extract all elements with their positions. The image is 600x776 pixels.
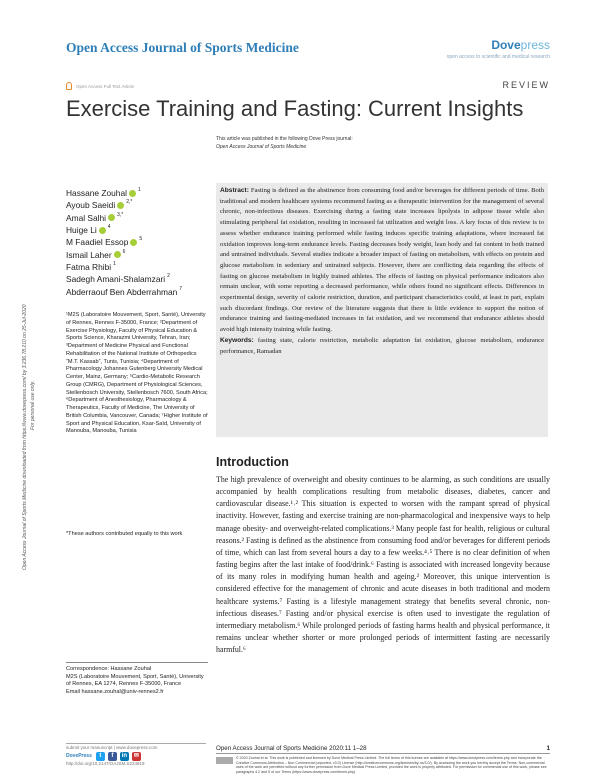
author-item — [66, 285, 206, 297]
oa-label-text: Open Access Full Text Article — [76, 83, 134, 89]
abstract-box — [216, 183, 548, 437]
author-item — [66, 273, 206, 285]
correspondence-address: M2S (Laboratoire Mouvement, Sport, Santé), University of Rennes, EA 1274, Rennes F-35000, France — [66, 673, 204, 687]
author-name: M Faadiel Essop — [66, 237, 129, 248]
author-affiliation-mark: 2 — [167, 273, 170, 280]
download-note: Open Access Journal of Sports Medicine downloaded from https://www.dovepress.com/ by 3.236.78.210 on 25-Jul-2020 — [22, 304, 28, 570]
download-sidebar — [22, 130, 36, 570]
facebook-icon[interactable]: f — [108, 752, 117, 761]
personal-use-note: For personal use only. — [30, 380, 36, 430]
author-name: Amal Salhi — [66, 212, 107, 223]
doi-link[interactable]: http://doi.org/10.2147/OAJSM.S224919 — [66, 760, 145, 766]
author-affiliation-mark: 5 — [139, 236, 143, 243]
pub-note-journal[interactable]: Open Access Journal of Sports Medicine — [216, 144, 307, 150]
author-name: Fatma Rhibi — [66, 261, 112, 272]
author-affiliation-mark: 6 — [122, 248, 126, 255]
author-affiliation-mark: 1 — [113, 260, 116, 267]
author-affiliation-mark: 2,* — [126, 199, 133, 206]
license-text: © 2020 Zouhal et al. This work is published and licensed by Dove Medical Press Limited. The full terms of this license are available at https://www.dovepress.com/terms.php and incorporate the Creative Commons Attribution – Non Commercial (unported, v3.0) License (http://creativecommons.org/licenses/by-nc/3.0/). By accessing the work you hereby accept the Terms. Non-commercial uses of the work are permitted without any further permission from Dove Medical Press Limited, provided the work is properly attributed. For permission for commercial use of this work, please see paragraphs 4.2 and 5 of our Terms (https://www.dovepress.com/terms.php). — [236, 756, 547, 775]
correspondence-name: Correspondence: Hassane Zouhal — [66, 666, 152, 672]
author-affiliation-mark: 1 — [138, 187, 141, 194]
author-name: Ayoub Saeidi — [66, 200, 116, 211]
author-name: Huige Li — [66, 225, 97, 236]
author-item — [66, 261, 206, 273]
twitter-icon[interactable]: t — [96, 752, 105, 761]
author-item — [66, 187, 206, 199]
introduction-text: The high prevalence of overweight and obesity continues to be alarming, as such conditions are usually accompanied by health complications resulting from metabolic diseases, diabetes, cancer and cardiovascular disease.¹˒² This situation is expected to worsen with the rampant spread of physical inactivity. However, fasting and exercise training are non-pharmacological and inexpensive ways to help manage obesity- and overweight-related complications.³ Many people fast for health, religious or cultural reasons.² Fasting is defined as the abstinence from consuming food and/or beverages for different periods of time, which can last from several hours a day to a few weeks.⁴˒⁵ There is no clear definition of when fasting begins after the last intake of food/drink.⁶ Fasting is associated with increased longevity because of its many roles in modifying human health and ageing.² Moreover, this unique intervention is considered effective for the management of chronic and acute diseases in both traditional and modern healthcare systems.⁷ Fasting is a lifestyle management strategy that benefits several chronic, non-infectious diseases.⁷ Fasting and/or physical exercise is often used to investigate the regulation of intermediary metabolism.⁶ While prolonged periods of fasting harms health and physical performance, it remains unclear whether shorter or more prolonged periods of intermittent fasting are necessarily harmful.⁶ — [216, 475, 550, 655]
orcid-icon[interactable] — [130, 239, 137, 246]
open-access-lock-icon — [66, 82, 72, 90]
author-name: Abderraouf Ben Abderrahman — [66, 286, 178, 297]
journal-title: Open Access Journal of Sports Medicine — [66, 40, 299, 55]
introduction-heading: Introduction — [216, 455, 289, 469]
open-access-label — [66, 82, 134, 90]
author-affiliation-mark: 7 — [179, 285, 183, 292]
correspondence-email[interactable]: Email hassane.zouhal@univ-rennes2.fr — [66, 688, 164, 695]
submit-manuscript-link[interactable]: submit your manuscript | www.dovepress.com — [66, 745, 158, 750]
affiliations: ¹M2S (Laboratoire Mouvement, Sport, Santé), University of Rennes, Rennes F-35000, France; ²Department of Exercise Physiology, Faculty of Physical Education & Sports Science, Kharazmi University, Tehran, Iran; ³Department of Medicine Physical and Functional Rehabilitation of the National Institute of Orthopedics “M.T. Kassab”, Tunis, Tunisia; ⁴Department of Pharmacology Johannes Gutenberg University Medical Center, Mainz, Germany; ⁵Cardio-Metabolic Research Group (CMRG), Department of Physiological Sciences, Stellenbosch University, Stellenbosch 7600, South Africa; ⁶Department of Anesthesiology, Pharmacology & Therapeutics, Faculty of Medicine, The University of British Columbia, Vancouver, Canada; ⁷Higher Institute of Sport and Physical Education, Ksar-Saïd, University of Manouba, Manouba, Tunisia — [66, 312, 208, 435]
keywords-label: Keywords: — [220, 336, 254, 344]
author-item — [66, 224, 206, 236]
citation: Open Access Journal of Sports Medicine 2020:11 1–28 — [216, 745, 367, 752]
equal-contribution-note: *These authors contributed equally to this work — [66, 531, 183, 537]
email-icon[interactable]: ✉ — [133, 752, 139, 759]
pub-note-line1: This article was published in the following Dove Press journal: — [216, 136, 353, 142]
author-affiliation-mark: 4 — [107, 224, 111, 231]
orcid-icon[interactable] — [117, 202, 124, 209]
author-item — [66, 199, 206, 211]
footer-right — [216, 745, 550, 775]
author-name: Sadegh Amani-Shalamzari — [66, 274, 166, 285]
abstract — [220, 186, 544, 336]
creative-commons-icon — [216, 757, 233, 764]
publisher-logo[interactable] — [447, 38, 550, 60]
orcid-icon[interactable] — [99, 227, 106, 234]
author-name: Ismail Laher — [66, 249, 112, 260]
linkedin-icon[interactable]: in — [121, 752, 128, 759]
footer-left — [66, 745, 206, 767]
brand-prefix: Dove — [491, 38, 521, 52]
orcid-icon[interactable] — [114, 251, 121, 258]
author-item — [66, 212, 206, 224]
page-number: 1 — [546, 745, 550, 752]
keywords — [220, 336, 544, 357]
article-type: REVIEW — [502, 80, 550, 90]
orcid-icon[interactable] — [129, 190, 136, 197]
correspondence — [66, 662, 208, 696]
publication-note — [216, 135, 353, 151]
author-name: Hassane Zouhal — [66, 188, 127, 199]
brand-suffix: press — [520, 38, 550, 52]
orcid-icon[interactable] — [108, 214, 115, 221]
abstract-label: Abstract: — [220, 187, 249, 194]
footer-brand[interactable]: DovePress — [66, 752, 92, 759]
brand-tagline: open access to scientific and medical research — [446, 54, 550, 60]
footer-divider — [66, 743, 206, 744]
author-item — [66, 248, 206, 260]
abstract-text: Fasting is defined as the abstinence from consuming food and/or beverages for different periods of time. Both traditional and modern healthcare systems recommend fasting as a therapeutic intervention for the management of several chronic, non-infectious diseases. Exercising during a fasting state increases lipolysis in adipose tissue while also stimulating peripheral fat oxidation, resulting in increased fat utilization and weight loss. A key focus of this review is to assess whether endurance training performed while fasting induces specific training adaptations, where increased fat oxidation improves long-term endurance levels. Fasting decreases body weight, lean body and fat content in both trained and untrained individuals. Several studies indicate a broader impact of fasting on metabolism, with effects on protein and glucose metabolism in sedentary and untrained subjects. However, there are conflicting data regarding the effects of fasting on glucose metabolism in highly trained athletes. The effects of fasting on physical performance indicators also remain unclear, with some reporting a decreased performance, while others found no significant effects. Differences in experimental design, severity of calorie restriction, duration, and participant characteristics could, at least in part, explain such discordant findings. Our review of the literature suggests that there is little evidence to support the notion of endurance training and fasting-mediated increases in fat oxidation, and we recommend that endurance athletes should avoid high intensity training while fasting. — [220, 187, 544, 334]
author-affiliation-mark: 3,* — [117, 211, 124, 218]
author-list — [66, 187, 206, 298]
author-item — [66, 236, 206, 248]
keywords-text: fasting state, calorie restriction, metabolic adaptation fat oxidation, glucose metabolism, endurance performance, Ramadan — [220, 336, 544, 355]
article-title: Exercise Training and Fasting: Current Insights — [66, 96, 524, 121]
